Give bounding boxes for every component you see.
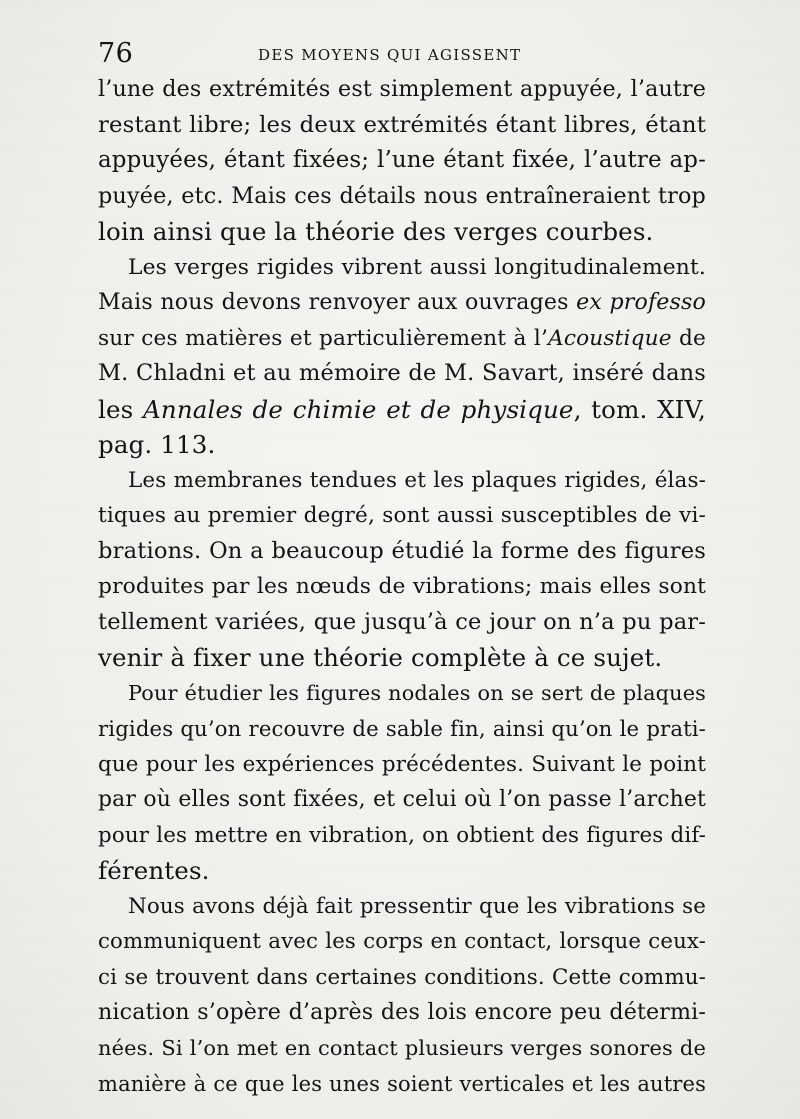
text-line — [98, 143, 706, 179]
text-line — [98, 498, 706, 534]
text-line — [98, 214, 706, 250]
line-text: appuyées, étant fixées; l’une étant fixée, l’autre ap- — [98, 147, 706, 173]
text-line — [98, 427, 706, 463]
line-text: sur ces matières et particulièrement à l’ — [98, 325, 549, 351]
text-line — [98, 72, 706, 108]
running-head: DES MOYENS QUI AGISSENT — [258, 46, 522, 64]
italic-phrase: ex professo — [576, 289, 706, 315]
line-text: produites par les nœuds de vibrations; mais elles sont — [98, 574, 706, 599]
line-text: M. Chladni et au mémoire de M. Savart, inséré dans — [98, 360, 706, 386]
line-text: de — [671, 325, 707, 351]
line-text: nication s’opère d’après des lois encore peu détermi- — [98, 999, 706, 1025]
text-line — [98, 569, 706, 605]
text-line — [98, 995, 706, 1031]
italic-title: Acoustique — [548, 325, 672, 351]
line-text: par où elles sont fixées, et celui où l’on passe l’archet — [98, 787, 706, 812]
line-text: tiques au premier degré, sont aussi susceptibles de vi- — [98, 503, 706, 528]
paragraph-start-line — [98, 676, 706, 712]
text-line — [98, 285, 706, 321]
italic-journal-title: Annales de chimie et de physique — [143, 394, 574, 424]
body-text — [98, 72, 706, 1102]
line-text: férentes. — [98, 856, 210, 885]
line-text: tellement variées, que jusqu’à ce jour on n’a pu par- — [98, 608, 706, 635]
text-line — [98, 960, 706, 996]
line-text: pour les mettre en vibration, on obtient des figures dif- — [98, 822, 706, 848]
text-line — [98, 640, 706, 676]
line-text: venir à fixer une théorie complète à ce sujet. — [98, 643, 663, 672]
paragraph-start-line — [98, 889, 706, 925]
text-line — [98, 392, 706, 428]
text-line — [98, 747, 706, 783]
line-text: , tom. XIV, — [573, 394, 706, 424]
line-text: ci se trouvent dans certaines conditions. Cette commu- — [98, 964, 706, 990]
line-text: l’une des extrémités est simplement appuyée, l’autre — [98, 76, 706, 102]
line-text: rigides qu’on recouvre de sable fin, ainsi qu’on le prati- — [98, 716, 706, 741]
text-line — [98, 534, 706, 570]
line-text: Les membranes tendues et les plaques rigides, élas- — [128, 467, 706, 493]
line-text: manière à ce que les unes soient verticales et les autres — [98, 1071, 706, 1096]
page-number: 76 — [98, 38, 134, 69]
text-line — [98, 1066, 706, 1102]
text-line — [98, 818, 706, 854]
line-text: Les verges rigides vibrent aussi longitudinalement. — [128, 254, 706, 280]
line-text: Nous avons déjà fait pressentir que les vibrations se — [128, 893, 706, 919]
line-text: restant libre; les deux extrémités étant libres, étant — [98, 111, 706, 138]
text-line — [98, 853, 706, 889]
text-line — [98, 356, 706, 392]
line-text: brations. On a beaucoup étudié la forme des figures — [98, 537, 706, 564]
line-text: communiquent avec les corps en contact, lorsque ceux- — [98, 929, 706, 954]
paragraph-start-line — [98, 250, 706, 286]
line-text: que pour les expériences précédentes. Suivant le point — [98, 751, 706, 777]
line-text: puyée, etc. Mais ces détails nous entraîneraient trop — [98, 182, 706, 209]
line-text: loin ainsi que la théorie des verges courbes. — [98, 217, 654, 246]
line-text: les — [98, 394, 144, 424]
text-line — [98, 1031, 706, 1067]
text-line — [98, 605, 706, 641]
page-header — [98, 38, 708, 68]
text-line — [98, 108, 706, 144]
line-text: nées. Si l’on met en contact plusieurs verges sonores de — [98, 1035, 706, 1060]
text-line — [98, 782, 706, 818]
text-line — [98, 179, 706, 215]
text-line — [98, 711, 706, 747]
text-line — [98, 924, 706, 960]
line-text: Pour étudier les figures nodales on se sert de plaques — [128, 680, 706, 705]
text-line — [98, 321, 706, 357]
line-text: Mais nous devons renvoyer aux ouvrages — [98, 289, 577, 315]
line-text: pag. 113. — [98, 430, 216, 459]
paragraph-start-line — [98, 463, 706, 499]
